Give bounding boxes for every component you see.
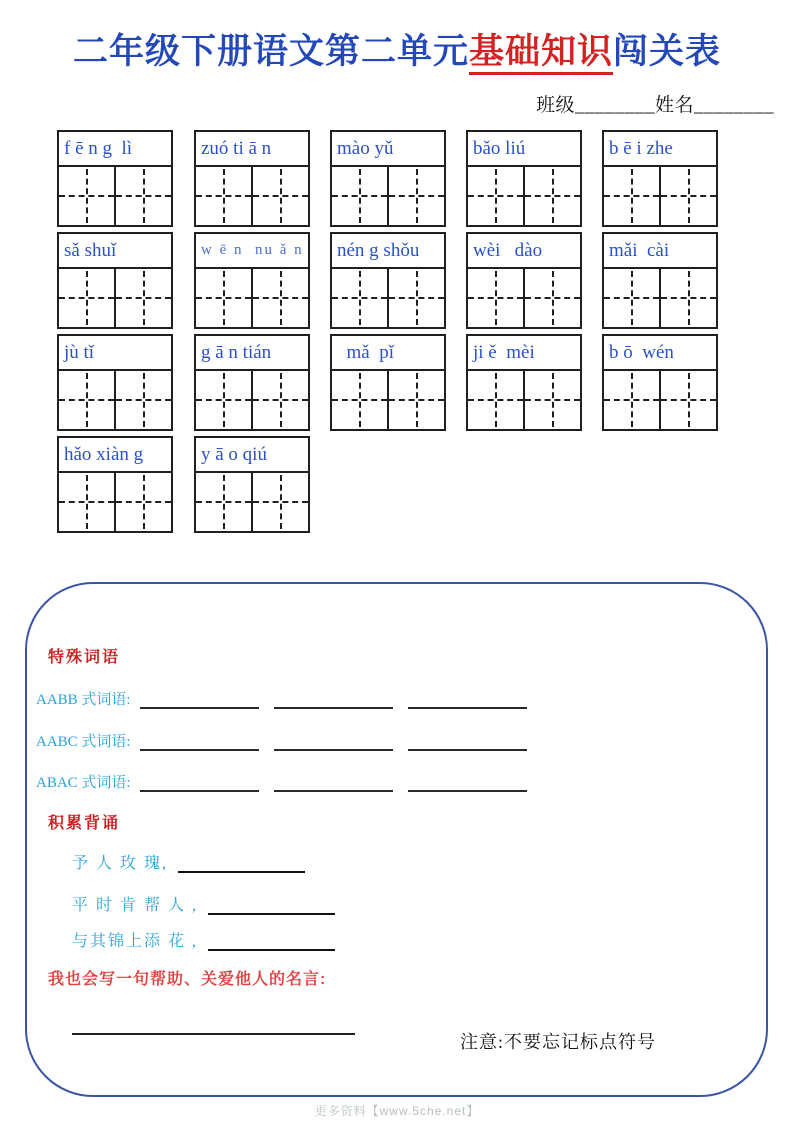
title-text-pre: 二年级下册语文第二单元	[72, 32, 469, 71]
word-block	[57, 436, 173, 533]
writing-cell[interactable]	[196, 371, 253, 429]
writing-grid-row[interactable]	[602, 369, 718, 431]
writing-cell[interactable]	[196, 473, 253, 531]
writing-cell[interactable]	[525, 167, 580, 225]
pinyin-label: jù tǐ	[57, 334, 173, 371]
word-block	[330, 130, 446, 227]
writing-grid-row[interactable]	[330, 165, 446, 227]
writing-cell[interactable]	[468, 167, 525, 225]
word-block	[57, 232, 173, 329]
pinyin-label: zuó ti ā n	[194, 130, 310, 167]
pinyin-label: g ā n tián	[194, 334, 310, 371]
writing-cell[interactable]	[332, 269, 389, 327]
answer-blank[interactable]	[408, 775, 527, 792]
answer-blank[interactable]	[408, 734, 527, 751]
pinyin-label: sǎ shuǐ	[57, 232, 173, 269]
word-block	[194, 232, 310, 329]
title-text-highlight: 基础知识	[469, 32, 613, 75]
word-block	[194, 334, 310, 431]
writing-grid-row[interactable]	[602, 165, 718, 227]
pinyin-label: mào yǔ	[330, 130, 446, 167]
punctuation-note: 注意:不要忘记标点符号	[460, 1032, 656, 1052]
writing-cell[interactable]	[196, 167, 253, 225]
writing-grid-row[interactable]	[602, 267, 718, 329]
word-block	[57, 130, 173, 227]
pinyin-label: ji ě mèi	[466, 334, 582, 371]
word-block	[194, 130, 310, 227]
writing-cell[interactable]	[604, 269, 661, 327]
writing-cell[interactable]	[525, 371, 580, 429]
word-block	[330, 232, 446, 329]
pinyin-label: b ē i zhe	[602, 130, 718, 167]
writing-grid-row[interactable]	[57, 369, 173, 431]
writing-cell[interactable]	[332, 371, 389, 429]
answer-blank[interactable]	[408, 692, 527, 709]
pinyin-column	[466, 130, 582, 431]
write-own-quote-prompt: 我也会写一句帮助、关爱他人的名言:	[48, 971, 327, 988]
own-quote-blank[interactable]	[72, 1015, 355, 1035]
writing-cell[interactable]	[116, 269, 171, 327]
writing-grid-row[interactable]	[466, 165, 582, 227]
answer-blank[interactable]	[178, 856, 305, 873]
word-block	[602, 130, 718, 227]
writing-cell[interactable]	[604, 371, 661, 429]
writing-grid-row[interactable]	[330, 267, 446, 329]
writing-cell[interactable]	[332, 167, 389, 225]
word-block	[602, 232, 718, 329]
word-block	[466, 334, 582, 431]
writing-grid-row[interactable]	[194, 471, 310, 533]
writing-cell[interactable]	[253, 371, 308, 429]
pinyin-column	[602, 130, 718, 431]
word-block	[466, 130, 582, 227]
answer-blank[interactable]	[140, 692, 259, 709]
pinyin-label: b ō wén	[602, 334, 718, 371]
word-block	[466, 232, 582, 329]
footer-watermark: 更多资料【www.5che.net】	[314, 1104, 480, 1118]
pinyin-label: mǎi cài	[602, 232, 718, 269]
writing-cell[interactable]	[525, 269, 580, 327]
pinyin-label: wèi dào	[466, 232, 582, 269]
page-title	[0, 24, 794, 74]
writing-cell[interactable]	[253, 473, 308, 531]
answer-blank[interactable]	[140, 775, 259, 792]
writing-cell[interactable]	[389, 269, 444, 327]
pinyin-label: w ē n nu ǎ n	[194, 232, 310, 269]
special-word-row	[36, 771, 527, 792]
pinyin-label: bǎo liú	[466, 130, 582, 167]
memorize-heading: 积累背诵	[48, 815, 121, 832]
writing-cell[interactable]	[389, 167, 444, 225]
writing-cell[interactable]	[116, 167, 171, 225]
answer-blank[interactable]	[208, 898, 335, 915]
writing-cell[interactable]	[389, 371, 444, 429]
writing-cell[interactable]	[116, 371, 171, 429]
word-block	[57, 334, 173, 431]
writing-cell[interactable]	[468, 371, 525, 429]
memorize-line-text: 予 人 玫 瑰,	[72, 855, 169, 872]
writing-cell[interactable]	[253, 167, 308, 225]
writing-grid-row[interactable]	[57, 267, 173, 329]
word-block	[194, 436, 310, 533]
special-word-label: ABAC 式词语:	[36, 775, 131, 791]
writing-grid-row[interactable]	[57, 471, 173, 533]
writing-grid-row[interactable]	[466, 369, 582, 431]
writing-cell[interactable]	[661, 269, 716, 327]
pinyin-label: y ā o qiú	[194, 436, 310, 473]
writing-cell[interactable]	[661, 167, 716, 225]
answer-blank[interactable]	[274, 734, 393, 751]
writing-grid-row[interactable]	[466, 267, 582, 329]
memorize-line-text: 平 时 肯 帮 人 ,	[72, 897, 199, 914]
pinyin-column	[57, 130, 173, 533]
pinyin-column	[330, 130, 446, 431]
special-words-heading: 特殊词语	[48, 649, 121, 666]
writing-grid-row[interactable]	[194, 369, 310, 431]
special-word-label: AABB 式词语:	[36, 692, 131, 708]
word-block	[330, 334, 446, 431]
memorize-line-text: 与其锦上添 花 ,	[72, 933, 199, 950]
writing-grid-row[interactable]	[57, 165, 173, 227]
pinyin-label: nén g shǒu	[330, 232, 446, 269]
writing-cell[interactable]	[59, 269, 116, 327]
writing-cell[interactable]	[468, 269, 525, 327]
writing-grid-row[interactable]	[194, 165, 310, 227]
writing-cell[interactable]	[59, 473, 116, 531]
pinyin-label: mǎ pǐ	[330, 334, 446, 371]
memorize-line	[72, 928, 335, 951]
writing-cell[interactable]	[253, 269, 308, 327]
writing-cell[interactable]	[196, 269, 253, 327]
writing-grid-row[interactable]	[194, 267, 310, 329]
writing-cell[interactable]	[604, 167, 661, 225]
answer-blank[interactable]	[208, 934, 335, 951]
class-name-blanks[interactable]: 班级________姓名________	[536, 95, 775, 116]
word-block	[602, 334, 718, 431]
writing-cell[interactable]	[116, 473, 171, 531]
special-word-row	[36, 688, 527, 709]
writing-cell[interactable]	[59, 167, 116, 225]
memorize-line	[72, 892, 335, 915]
special-word-label: AABC 式词语:	[36, 734, 131, 750]
writing-grid-row[interactable]	[330, 369, 446, 431]
writing-cell[interactable]	[59, 371, 116, 429]
title-text-post: 闯关表	[613, 32, 722, 71]
pinyin-label: f ē n g lì	[57, 130, 173, 167]
special-word-row	[36, 730, 527, 751]
answer-blank[interactable]	[140, 734, 259, 751]
answer-blank[interactable]	[274, 775, 393, 792]
answer-blank[interactable]	[274, 692, 393, 709]
pinyin-label: hǎo xiàn g	[57, 436, 173, 473]
pinyin-column	[194, 130, 310, 533]
memorize-line	[72, 850, 305, 873]
writing-cell[interactable]	[661, 371, 716, 429]
